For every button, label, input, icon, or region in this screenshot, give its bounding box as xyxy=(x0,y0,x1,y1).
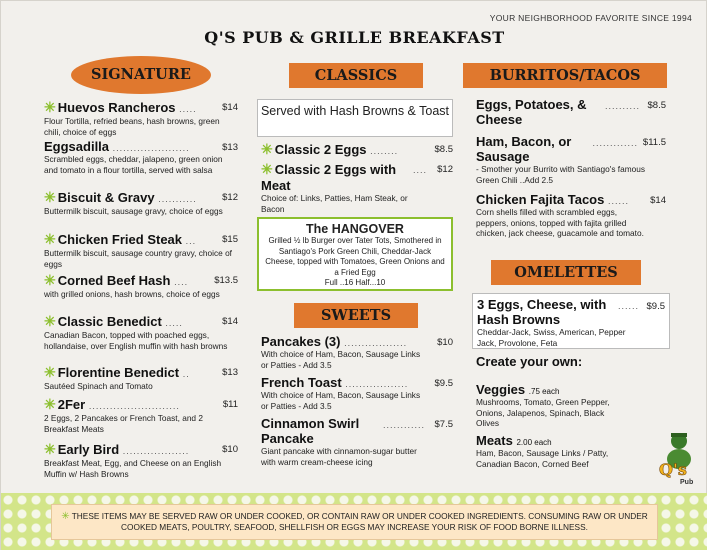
logo-subtext: Pub xyxy=(680,479,694,486)
leader-dots: ........... xyxy=(158,194,197,204)
sun-icon: ✳ xyxy=(44,441,56,457)
item-price: $7.5 xyxy=(434,419,453,430)
item-price: $11.5 xyxy=(642,137,666,148)
food-safety-disclaimer xyxy=(51,504,658,540)
menu-item xyxy=(476,192,666,239)
menu-item xyxy=(44,99,238,137)
leader-dots: ...... xyxy=(617,301,639,311)
item-price: $15 xyxy=(222,234,238,245)
item-description: Canadian Bacon, topped with poached eggs, hollandaise, over English muffin with hash browns xyxy=(44,330,228,351)
sun-icon: ✳ xyxy=(261,141,273,157)
tagline: YOUR NEIGHBORHOOD FAVORITE SINCE 1994 xyxy=(489,13,692,23)
sun-icon: ✳ xyxy=(44,231,56,247)
item-name: Meats xyxy=(476,433,513,448)
item-name: Classic 2 Eggs with Meat xyxy=(261,162,397,193)
leader-dots: ........ xyxy=(370,146,399,156)
sun-icon: ✳ xyxy=(44,396,56,412)
omelettes-banner: OMELETTES xyxy=(491,260,641,285)
menu-item xyxy=(261,416,453,467)
classics-note: Served with Hash Browns & Toast xyxy=(257,99,453,137)
hangover-description: Grilled ½ lb Burger over Tater Tots, Smothered in Santiago's Pork Green Chili, Cheddar-Jack Cheese, topped with Tomatoes, Green Onions and a Fried Egg xyxy=(265,236,445,277)
menu-item xyxy=(476,382,636,429)
item-description: Choice of: Links, Patties, Ham Steak, or Bacon xyxy=(261,193,408,214)
leader-dots: ..... xyxy=(165,318,183,328)
item-price: $13 xyxy=(222,367,238,378)
item-name: 2Fer xyxy=(57,397,86,412)
menu-item xyxy=(44,139,238,175)
menu-item xyxy=(261,141,453,158)
leader-dots: ................... xyxy=(122,446,190,456)
sun-icon: ✳ xyxy=(44,364,56,380)
menu-item xyxy=(44,189,238,217)
item-price: .75 each xyxy=(528,387,560,396)
menu-item xyxy=(44,396,238,434)
item-price: $14 xyxy=(222,102,238,113)
item-name: Cinnamon Swirl Pancake xyxy=(261,416,360,446)
leader-dots: ............. xyxy=(592,138,638,148)
item-price: $10 xyxy=(222,444,238,455)
leader-dots: ..... xyxy=(179,104,197,114)
sun-icon: ✳ xyxy=(44,313,56,329)
item-description: Ham, Bacon, Sausage Links / Patty, Canadian Bacon, Corned Beef xyxy=(476,448,609,469)
hangover-title: The HANGOVER xyxy=(306,222,404,236)
item-description: Sautéed Spinach and Tomato xyxy=(44,381,153,391)
item-name: Chicken Fried Steak xyxy=(57,232,183,247)
hangover-prices: Full ..16 Half...10 xyxy=(324,278,386,287)
sun-icon: ✳ xyxy=(261,161,273,177)
item-name: Early Bird xyxy=(57,442,120,457)
leader-dots: .......................... xyxy=(88,401,180,411)
item-description: Breakfast Meat, Egg, and Cheese on an English Muffin w/ Hash Browns xyxy=(44,458,222,479)
sweets-banner: SWEETS xyxy=(294,303,418,328)
menu-item xyxy=(476,97,666,127)
item-name: Eggs, Potatoes, & Cheese xyxy=(476,97,587,127)
item-name: Ham, Bacon, or Sausage xyxy=(476,134,572,164)
leader-dots: ............ xyxy=(382,420,425,430)
leader-dots: ...................... xyxy=(112,143,190,153)
item-price: $14 xyxy=(650,195,666,206)
item-price: $12 xyxy=(222,192,238,203)
item-name: Florentine Benedict xyxy=(57,365,180,380)
item-price: $8.5 xyxy=(434,144,453,155)
item-price: $13.5 xyxy=(214,275,238,286)
item-description: 2 Eggs, 2 Pancakes or French Toast, and 2 Breakfast Meats xyxy=(44,413,203,434)
item-description: Scrambled eggs, cheddar, jalapeno, green onion and tomato in a flour tortilla, served with salsa xyxy=(44,154,223,175)
menu-item xyxy=(44,441,238,479)
omelette-base-item xyxy=(472,293,670,349)
menu-item xyxy=(261,161,453,214)
create-your-own-heading: Create your own: xyxy=(476,354,583,369)
leader-dots: .......... xyxy=(604,101,640,111)
item-description: With choice of Ham, Bacon, Sausage Links or Patties - Add 3.5 xyxy=(261,349,421,370)
menu-item xyxy=(476,433,651,469)
hangover-special xyxy=(257,217,453,291)
item-description: Giant pancake with cinnamon-sugar butter with warm cream-cheese icing xyxy=(261,446,417,467)
item-price: $9.5 xyxy=(434,378,453,389)
item-description: With choice of Ham, Bacon, Sausage Links or Patties - Add 3.5 xyxy=(261,390,421,411)
menu-item xyxy=(44,313,238,351)
item-description: Buttermilk biscuit, sausage country gravy, choice of eggs xyxy=(44,248,232,269)
item-price: 2.00 each xyxy=(516,438,552,447)
sun-icon: ✳ xyxy=(44,272,56,288)
classics-banner: CLASSICS xyxy=(289,63,423,88)
menu-item xyxy=(44,231,238,269)
item-name: French Toast xyxy=(261,375,342,390)
item-name: Classic 2 Eggs xyxy=(274,142,367,157)
burritos-tacos-banner: BURRITOS/TACOS xyxy=(463,63,667,88)
sun-icon: ✳ xyxy=(61,511,70,522)
item-price: $10 xyxy=(437,337,453,348)
item-description: Cheddar-Jack, Swiss, American, Pepper Jack, Provolone, Feta xyxy=(477,327,626,348)
item-price: $13 xyxy=(222,142,238,153)
item-description: Flour Tortilla, refried beans, hash browns, green chili, choice of eggs xyxy=(44,116,220,137)
item-name: 3 Eggs, Cheese, with Hash Browns xyxy=(477,297,607,327)
item-name: Huevos Rancheros xyxy=(57,100,176,115)
sun-icon: ✳ xyxy=(44,99,56,115)
item-name: Eggsadilla xyxy=(44,139,110,154)
item-price: $11 xyxy=(222,399,238,410)
item-price: $14 xyxy=(222,316,238,327)
item-description: - Smother your Burrito with Santiago's famous Green Chili ..Add 2.5 xyxy=(476,164,645,185)
qs-pub-logo xyxy=(656,429,702,487)
leader-dots: .... xyxy=(174,277,189,287)
item-name: Classic Benedict xyxy=(57,314,162,329)
disclaimer-text: THESE ITEMS MAY BE SERVED RAW OR UNDER COOKED, OR CONTAIN RAW OR UNDER COOKED INGREDIENTS. CONSUMING RAW OR UNDER COOKED MEATS, POULTRY, SEAFOOD, SHELLFISH OR EGGS MAY INCREASE YOUR RISK OF FOOD BORNE ILLNESS. xyxy=(71,511,648,532)
menu-item xyxy=(476,134,666,185)
leader-dots: .. xyxy=(182,369,190,379)
item-name: Corned Beef Hash xyxy=(57,273,171,288)
leader-dots: ... xyxy=(185,236,197,246)
item-description: Mushrooms, Tomato, Green Pepper, Onions, Jalapenos, Spinach, Black Olives xyxy=(476,397,610,428)
leader-dots: .................. xyxy=(345,379,409,389)
sun-icon: ✳ xyxy=(44,189,56,205)
menu-title: Q'S PUB & GRILLE BREAKFAST xyxy=(204,28,505,47)
logo-text: Q's xyxy=(659,460,687,479)
menu-item xyxy=(261,334,453,370)
leader-dots: .... xyxy=(412,165,427,175)
item-price: $8.5 xyxy=(647,100,666,111)
item-name: Chicken Fajita Tacos xyxy=(476,192,605,207)
item-description: with grilled onions, hash browns, choice of eggs xyxy=(44,289,220,299)
item-name: Biscuit & Gravy xyxy=(57,190,155,205)
menu-item xyxy=(261,375,453,411)
item-description: Buttermilk biscuit, sausage gravy, choice of eggs xyxy=(44,206,223,216)
menu-item xyxy=(44,272,238,300)
menu-item xyxy=(44,364,238,392)
leader-dots: ...... xyxy=(607,196,629,206)
item-price: $12 xyxy=(437,164,453,175)
leader-dots: .................. xyxy=(344,338,408,348)
item-description: Corn shells filled with scrambled eggs, peppers, onions, topped with fajita grilled chicken, jack cheese, guacamole and tomato. xyxy=(476,207,644,238)
signature-banner: SIGNATURE xyxy=(71,56,211,94)
item-name: Veggies xyxy=(476,382,526,397)
item-price: $9.5 xyxy=(646,301,665,312)
item-name: Pancakes (3) xyxy=(261,334,341,349)
